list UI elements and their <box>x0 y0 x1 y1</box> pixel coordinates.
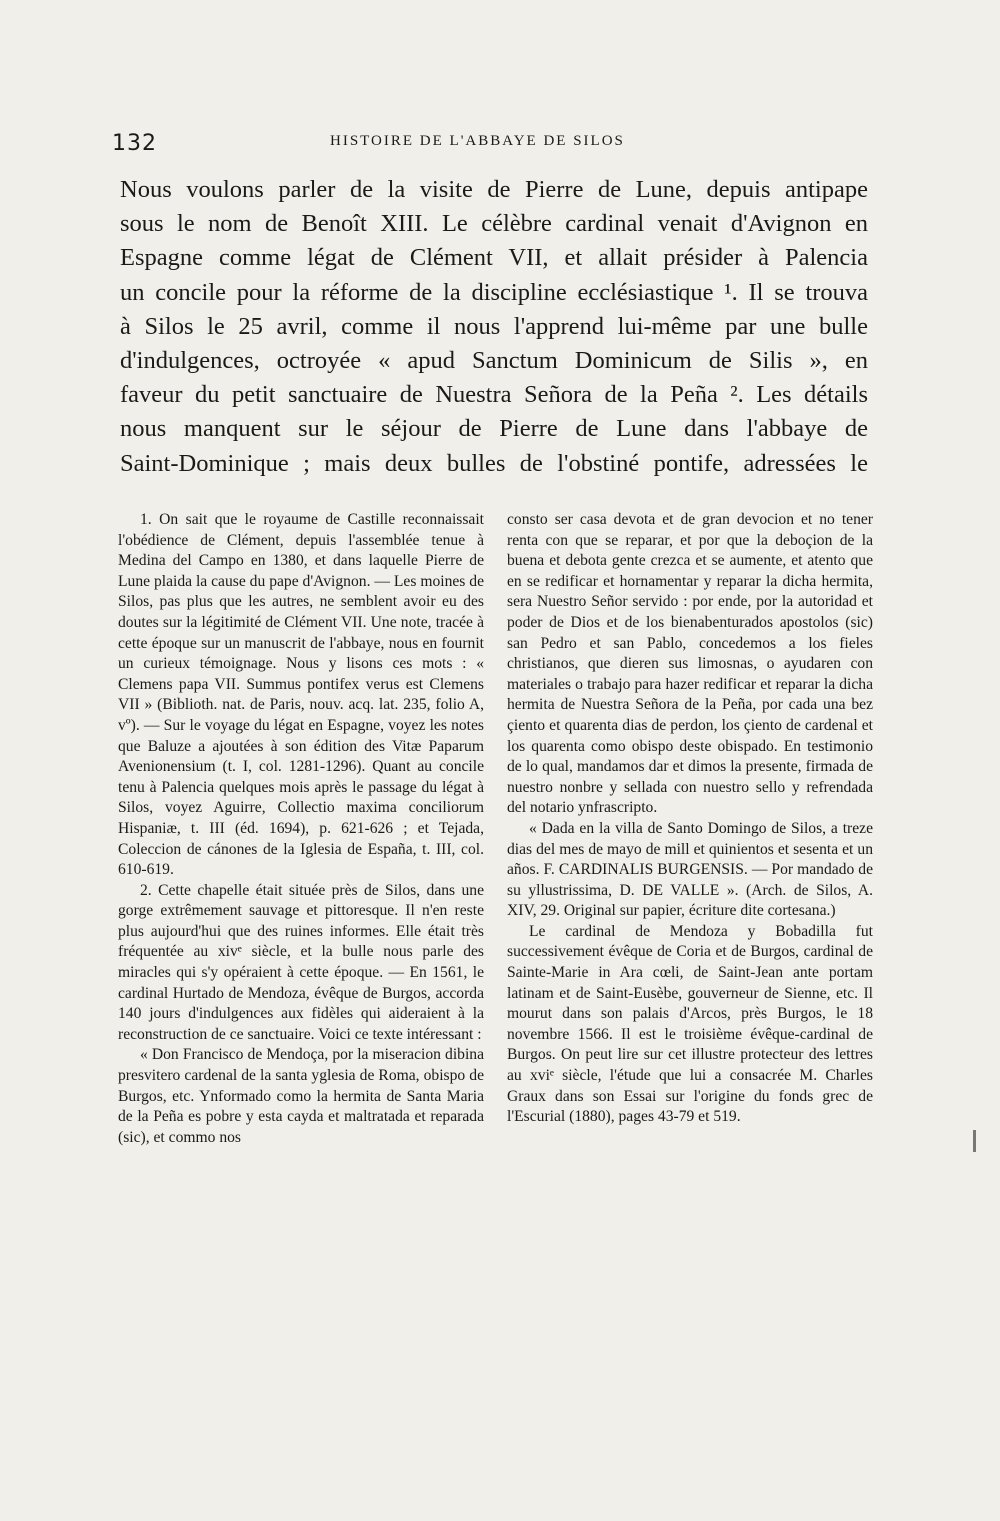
footnote-2-quotation: « Don Francisco de Mendoça, por la miseracion dibina presvitero cardenal de la santa yglesia de Roma, obispo de Burgos, etc. Ynformado como la hermita de Santa Maria de la Peña es pobre y esta cayda et maltratada et reparada (sic), et commo nos <box>118 1046 484 1146</box>
footnote-2-commentary: Le cardinal de Mendoza y Bobadilla fut successivement évêque de Coria et de Burgos, cardinal de Sainte-Marie in Ara cœli, de Saint-Jean ante portam latinam et de Saint-Eusèbe, gouverneur de Sienne, etc. Il mourut dans son palais d'Arcos, près Burgos, le 18 novembre 1566. Il est le troisième évêque-cardinal de Burgos. On peut lire sur cet illustre protecteur des lettres au xviᵉ siècle, l'étude que lui a consacrée M. Charles Graux dans son Essai sur l'origine du fonds grec de l'Escurial (1880), pages 43-79 et 519. <box>507 922 873 1126</box>
body-line: Espagne comme légat de Clément VII, et allait présider à Palencia <box>120 244 868 272</box>
main-paragraph <box>120 173 868 481</box>
body-line: faveur du petit sanctuaire de Nuestra Señora de la Peña ². Les détails <box>120 381 868 409</box>
footnotes-right-column <box>507 510 873 1128</box>
footnotes-left-column <box>118 510 484 1148</box>
body-line: d'indulgences, octroyée « apud Sanctum Dominicum de Silis », en <box>120 347 868 375</box>
footnote-1: 1. On sait que le royaume de Castille reconnaissait l'obédience de Clément, depuis l'assemblée tenue à Medina del Campo en 1380, et dans laquelle Pierre de Lune plaida la cause du pape d'Avignon. — Les moines de Silos, pas plus que les autres, ne semblent avoir eu des doutes sur la légitimité de Clément VII. Une note, tracée à cette époque sur un manuscrit de l'abbaye, nous en fournit un curieux témoignage. Nous y lisons ces mots : « Clemens papa VII. Summus pontifex verus est Clemens VII » (Biblioth. nat. de Paris, nouv. acq. lat. 235, folio A, vº). — Sur le voyage du légat en Espagne, voyez les notes que Baluze a ajoutées à son édition des Vitæ Paparum Avenionensium (t. I, col. 1281-1296). Quant au concile tenu à Palencia quelques mois après le passage du légat à Silos, voyez Aguirre, Collectio maxima conciliorum Hispaniæ, t. III (éd. 1694), p. 621-626 ; et Tejada, Coleccion de cánones de la Iglesia de España, t. III, col. 610-619. <box>118 511 484 879</box>
footnotes <box>118 510 873 1400</box>
body-line: Nous voulons parler de la visite de Pierre de Lune, depuis antipape <box>120 176 868 203</box>
page-number: 132 <box>112 131 157 156</box>
page-header <box>112 127 872 167</box>
footnote-2: 2. Cette chapelle était située près de Silos, dans une gorge extrêmement sauvage et pittoresque. Il n'en reste plus aujourd'hui que des ruines informes. Elle était très fréquentée au xivᵉ siècle, et la bulle nous parle des miracles qui s'y opéraient à cette époque. — En 1561, le cardinal Hurtado de Mendoza, évêque de Burgos, accorda 140 jours d'indulgences aux fidèles qui aideraient à la reconstruction de ce sanctuaire. Voici ce texte intéressant : <box>118 881 484 1043</box>
margin-mark <box>973 1130 976 1152</box>
body-line: sous le nom de Benoît XIII. Le célèbre cardinal venait d'Avignon en <box>120 210 868 238</box>
body-line: Saint-Dominique ; mais deux bulles de l'obstiné pontife, adressées le <box>120 449 868 477</box>
body-line: un concile pour la réforme de la discipline ecclésiastique ¹. Il se trouva <box>120 278 868 306</box>
body-line: nous manquent sur le séjour de Pierre de Lune dans l'abbaye de <box>120 415 868 443</box>
running-title: HISTOIRE DE L'ABBAYE DE SILOS <box>330 133 625 149</box>
footnote-2-quotation-continued: consto ser casa devota et de gran devocion et no tener renta con que se reparar, et por que la deboçion de la buena et debota gente crezca et se aumente, et atento que en se redificar et hornamentar y reparar la dicha hermita, sera Nuestro Señor servido : por ende, por la autoridad et poder de Dios et de los bienabenturados apostolos (sic) san Pedro et san Pablo, concedemos a los fieles christianos, que dieren sus limosnas, o ayudaren con materiales o trabajo para hazer redificar et reparar la dicha hermita de Nuestra Señora de la Peña, por cada una bez çiento et quarenta dias de perdon, los çiento de cardenal et los quarenta como obispo deste obispado. En testimonio de lo qual, mandamos dar et dimos la presente, firmada de nuestro nonbre y sellada con nuestro sello y refrendada del notario ynfrascripto. <box>507 511 873 817</box>
footnote-2-dating: « Dada en la villa de Santo Domingo de Silos, a treze dias del mes de mayo de mill et quinientos et sesenta et un años. F. CARDINALIS BURGENSIS. — Por mandado de su yllustrissima, D. DE VALLE ». (Arch. de Silos, A. XIV, 29. Original sur papier, écriture dite cortesana.) <box>507 819 873 920</box>
body-line: à Silos le 25 avril, comme il nous l'apprend lui-même par une bulle <box>120 312 868 340</box>
